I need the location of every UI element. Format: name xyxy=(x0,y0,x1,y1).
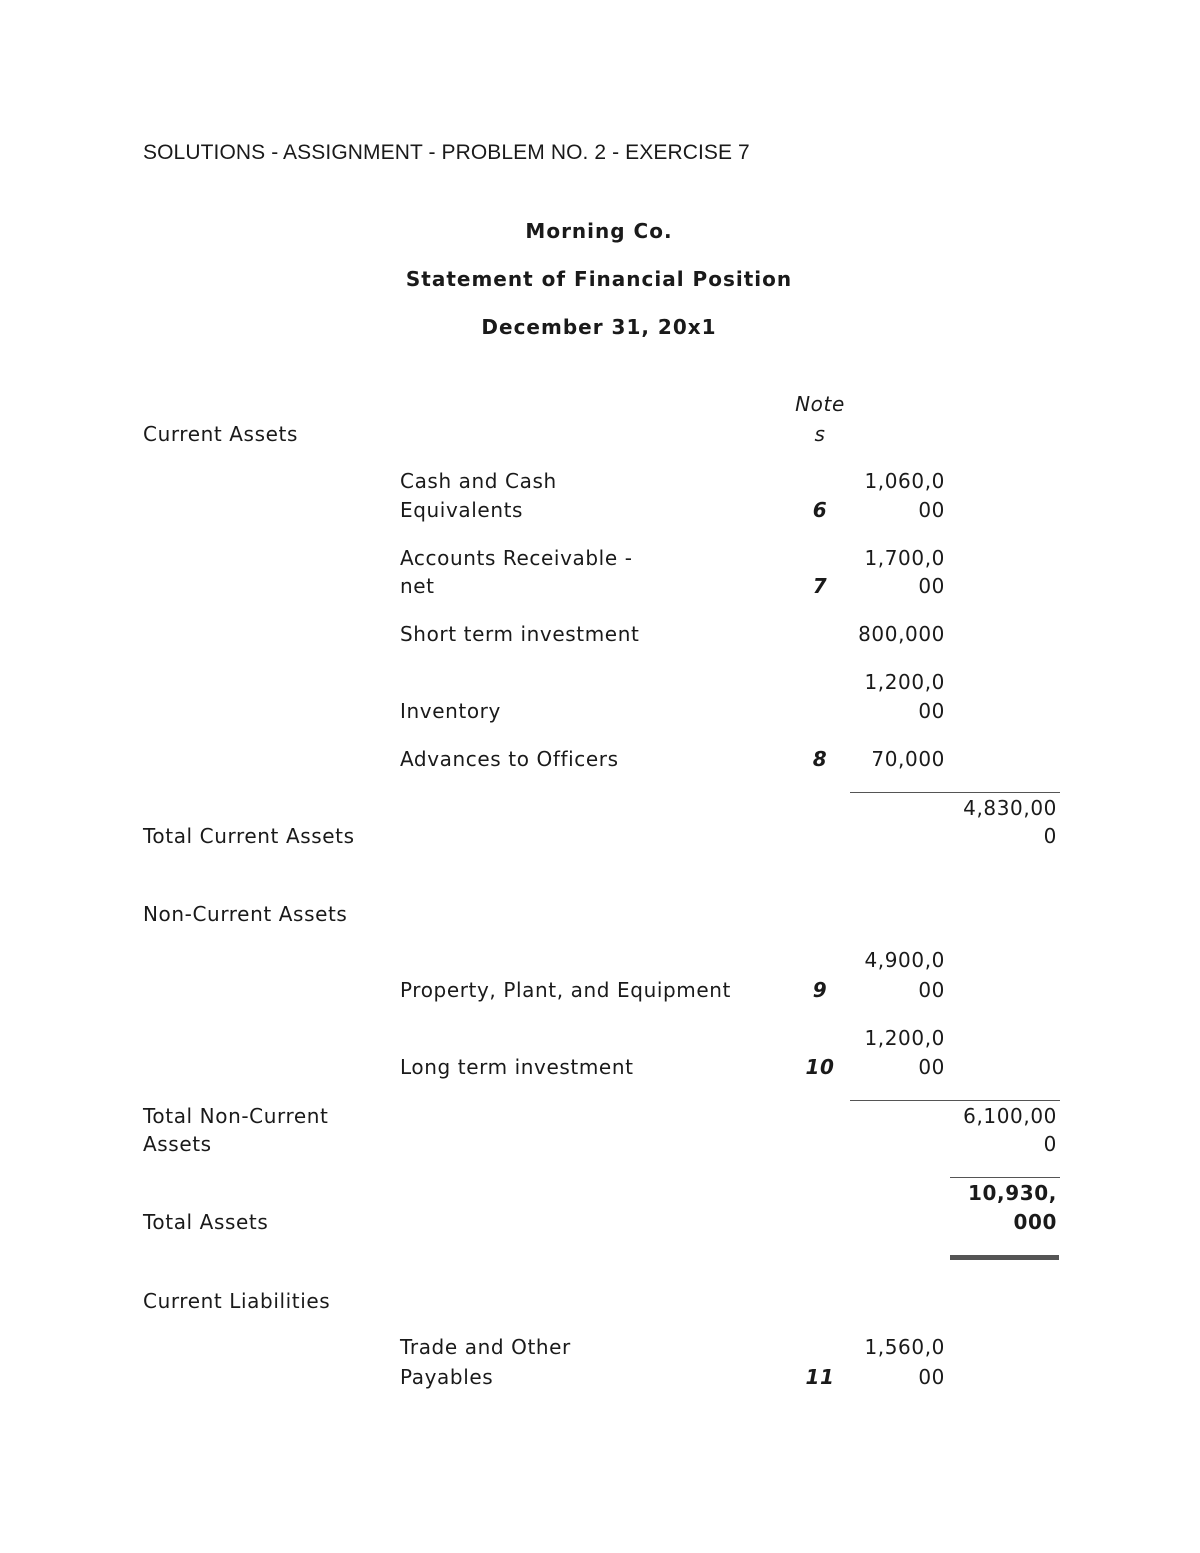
line-item-label: Equivalents xyxy=(400,498,524,522)
line-item-amount: 800,000 xyxy=(858,622,945,646)
total-assets-amount: 000 xyxy=(1013,1210,1057,1234)
line-item-amount: 00 xyxy=(918,574,945,598)
line-item-note: 7 xyxy=(812,574,828,598)
line-item-amount: 00 xyxy=(918,1055,945,1079)
total-non-current-assets-label: Total Non-Current xyxy=(143,1104,329,1128)
line-item-label: Long term investment xyxy=(400,1055,634,1079)
total-non-current-assets-amount: 6,100,00 xyxy=(963,1104,1057,1128)
total-non-current-assets-amount: 0 xyxy=(1043,1132,1057,1156)
line-item-amount: 00 xyxy=(918,978,945,1002)
subtotal-rule xyxy=(850,792,1060,793)
line-item-note: 11 xyxy=(805,1365,835,1389)
line-item-label: Trade and Other xyxy=(400,1335,571,1359)
line-item-amount: 1,060,0 xyxy=(864,469,945,493)
line-item-label: Property, Plant, and Equipment xyxy=(400,978,731,1002)
line-item-amount: 4,900,0 xyxy=(864,948,945,972)
line-item-amount: 1,200,0 xyxy=(864,670,945,694)
line-item-amount: 00 xyxy=(918,498,945,522)
subtotal-rule xyxy=(850,1100,1060,1101)
total-assets-label: Total Assets xyxy=(143,1210,269,1234)
line-item-label: Inventory xyxy=(400,699,501,723)
notes-header-line-1: Note xyxy=(795,392,845,416)
total-assets-amount: 10,930, xyxy=(968,1181,1057,1205)
line-item-label: net xyxy=(400,574,435,598)
line-item-label: Advances to Officers xyxy=(400,747,619,771)
line-item-amount: 70,000 xyxy=(871,747,945,771)
notes-header-line-2: s xyxy=(814,422,826,446)
total-non-current-assets-label: Assets xyxy=(143,1132,212,1156)
line-item-amount: 00 xyxy=(918,699,945,723)
section-current-assets: Current Assets xyxy=(143,422,298,446)
document-header: SOLUTIONS - ASSIGNMENT - PROBLEM NO. 2 - EXERCISE 7 xyxy=(143,141,750,164)
total-rule xyxy=(950,1177,1060,1178)
statement-date: December 31, 20x1 xyxy=(481,315,717,339)
line-item-amount: 1,700,0 xyxy=(864,546,945,570)
line-item-note: 10 xyxy=(805,1055,835,1079)
line-item-label: Cash and Cash xyxy=(400,469,557,493)
double-underline-rule xyxy=(950,1255,1059,1260)
line-item-note: 6 xyxy=(812,498,828,522)
line-item-amount: 1,200,0 xyxy=(864,1026,945,1050)
line-item-amount: 00 xyxy=(918,1365,945,1389)
line-item-amount: 1,560,0 xyxy=(864,1335,945,1359)
total-current-assets-label: Total Current Assets xyxy=(143,824,355,848)
company-name: Morning Co. xyxy=(525,219,673,243)
line-item-label: Short term investment xyxy=(400,622,640,646)
total-current-assets-amount: 4,830,00 xyxy=(963,796,1057,820)
line-item-note: 9 xyxy=(812,978,828,1002)
line-item-label: Payables xyxy=(400,1365,494,1389)
section-non-current-assets: Non-Current Assets xyxy=(143,902,348,926)
line-item-note: 8 xyxy=(812,747,828,771)
section-current-liabilities: Current Liabilities xyxy=(143,1289,331,1313)
total-current-assets-amount: 0 xyxy=(1043,824,1057,848)
statement-title: Statement of Financial Position xyxy=(405,267,793,291)
line-item-label: Accounts Receivable - xyxy=(400,546,633,570)
